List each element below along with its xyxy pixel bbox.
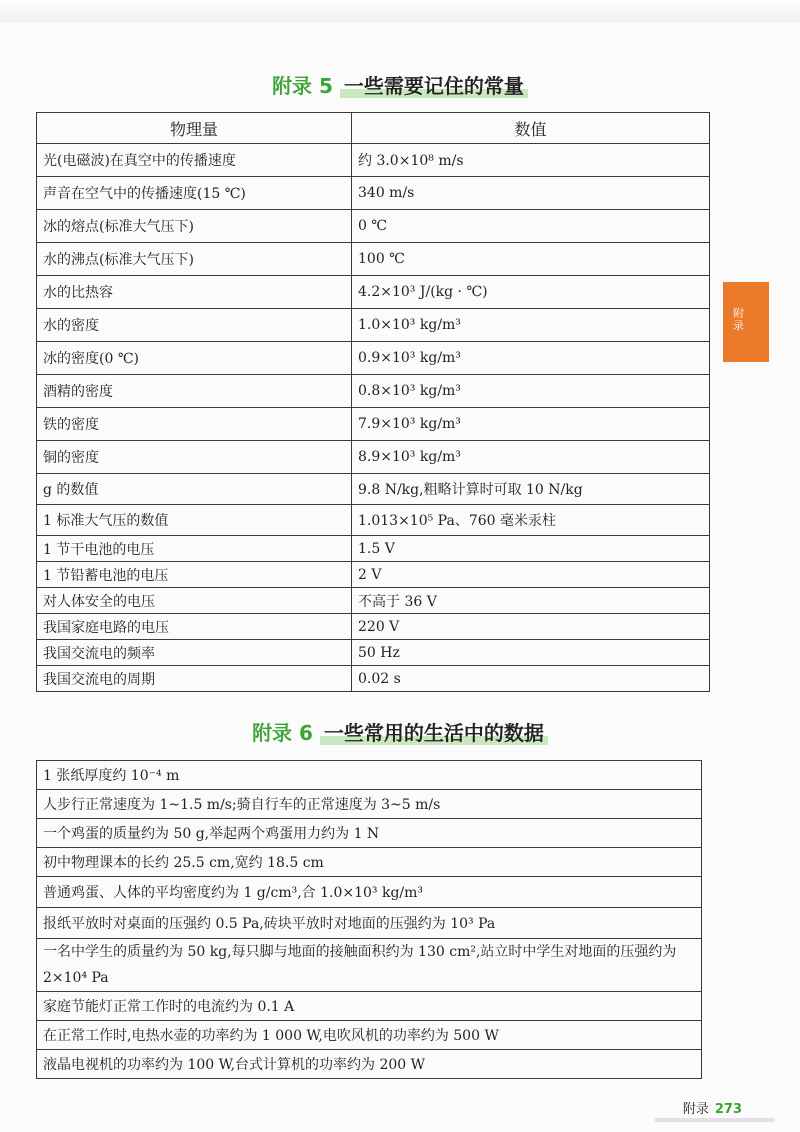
table-row — [37, 562, 710, 588]
table-row — [37, 908, 702, 939]
page-footer — [683, 1098, 742, 1117]
value-cell: 340 m/s — [352, 177, 710, 210]
table-row — [37, 210, 710, 243]
table-row — [37, 992, 702, 1021]
value-cell: 50 Hz — [352, 640, 710, 666]
data-cell: 普通鸡蛋、人体的平均密度约为 1 g/cm³,合 1.0×10³ kg/m³ — [37, 877, 702, 908]
table-row — [37, 474, 710, 505]
quantity-cell: 冰的熔点(标准大气压下) — [37, 210, 352, 243]
quantity-cell: 我国交流电的周期 — [37, 666, 352, 692]
data-cell: 液晶电视机的功率约为 100 W,台式计算机的功率约为 200 W — [37, 1050, 702, 1079]
quantity-cell: 铜的密度 — [37, 441, 352, 474]
data-cell: 报纸平放时对桌面的压强约 0.5 Pa,砖块平放时对地面的压强约为 10³ Pa — [37, 908, 702, 939]
constants-table — [36, 112, 710, 692]
quantity-cell: 声音在空气中的传播速度(15 ℃) — [37, 177, 352, 210]
table-row — [37, 790, 702, 819]
table-row — [37, 276, 710, 309]
table-row — [37, 309, 710, 342]
footer-label: 附录 — [682, 1102, 709, 1117]
value-cell: 100 ℃ — [352, 243, 710, 276]
quantity-cell: 1 节干电池的电压 — [37, 536, 352, 562]
value-cell: 2 V — [352, 562, 710, 588]
table-row — [37, 408, 710, 441]
quantity-cell: 光(电磁波)在真空中的传播速度 — [37, 144, 352, 177]
table-row — [37, 1021, 702, 1050]
value-cell: 8.9×10³ kg/m³ — [352, 441, 710, 474]
table-row — [37, 614, 710, 640]
appendix-side-tab — [723, 282, 769, 362]
table-row — [37, 939, 702, 992]
table-row — [37, 144, 710, 177]
table-row — [37, 588, 710, 614]
value-cell: 0 ℃ — [352, 210, 710, 243]
value-cell: 1.5 V — [352, 536, 710, 562]
quantity-cell: g 的数值 — [37, 474, 352, 505]
table-row — [37, 441, 710, 474]
data-cell: 一名中学生的质量约为 50 kg,每只脚与地面的接触面积约为 130 cm²,站立时中学生对地面的压强约为 2×10⁴ Pa — [37, 939, 702, 992]
footer-decor-bar — [655, 1118, 775, 1122]
table-row — [37, 848, 702, 877]
value-cell: 7.9×10³ kg/m³ — [352, 408, 710, 441]
appendix-5-title: 一些需要记住的常量 — [340, 74, 528, 98]
quantity-cell: 我国家庭电路的电压 — [37, 614, 352, 640]
quantity-cell: 水的密度 — [37, 309, 352, 342]
quantity-cell: 水的沸点(标准大气压下) — [37, 243, 352, 276]
header-quantity: 物理量 — [37, 113, 352, 144]
value-cell: 1.013×10⁵ Pa、760 毫米汞柱 — [352, 505, 710, 536]
data-cell: 一个鸡蛋的质量约为 50 g,举起两个鸡蛋用力约为 1 N — [37, 819, 702, 848]
quantity-cell: 我国交流电的频率 — [37, 640, 352, 666]
appendix-6-heading — [0, 717, 800, 746]
daily-data-table — [36, 760, 702, 1079]
value-cell: 0.8×10³ kg/m³ — [352, 375, 710, 408]
constants-table-header — [37, 113, 710, 144]
data-cell: 1 张纸厚度约 10⁻⁴ m — [37, 761, 702, 790]
table-row — [37, 1050, 702, 1079]
appendix-6-number: 附录 6 — [252, 721, 313, 745]
table-row — [37, 243, 710, 276]
value-cell: 约 3.0×10⁸ m/s — [352, 144, 710, 177]
value-cell: 不高于 36 V — [352, 588, 710, 614]
quantity-cell: 1 节铅蓄电池的电压 — [37, 562, 352, 588]
data-cell: 初中物理课本的长约 25.5 cm,宽约 18.5 cm — [37, 848, 702, 877]
quantity-cell: 酒精的密度 — [37, 375, 352, 408]
table-row — [37, 877, 702, 908]
table-row — [37, 177, 710, 210]
quantity-cell: 1 标准大气压的数值 — [37, 505, 352, 536]
table-row — [37, 375, 710, 408]
appendix-5-heading — [0, 70, 800, 99]
value-cell: 0.02 s — [352, 666, 710, 692]
table-row — [37, 342, 710, 375]
table-row — [37, 536, 710, 562]
value-cell: 1.0×10³ kg/m³ — [352, 309, 710, 342]
quantity-cell: 铁的密度 — [37, 408, 352, 441]
table-row — [37, 666, 710, 692]
quantity-cell: 水的比热容 — [37, 276, 352, 309]
table-row — [37, 640, 710, 666]
quantity-cell: 冰的密度(0 ℃) — [37, 342, 352, 375]
side-tab-label: 附录 — [733, 307, 744, 332]
table-row — [37, 761, 702, 790]
value-cell: 0.9×10³ kg/m³ — [352, 342, 710, 375]
value-cell: 220 V — [352, 614, 710, 640]
data-cell: 家庭节能灯正常工作时的电流约为 0.1 A — [37, 992, 702, 1021]
page-top-edge — [0, 0, 800, 22]
value-cell: 4.2×10³ J/(kg · ℃) — [352, 276, 710, 309]
appendix-6-title: 一些常用的生活中的数据 — [320, 721, 548, 745]
page-number: 273 — [714, 1102, 742, 1117]
value-cell: 9.8 N/kg,粗略计算时可取 10 N/kg — [352, 474, 710, 505]
appendix-5-number: 附录 5 — [272, 74, 333, 98]
header-value: 数值 — [352, 113, 710, 144]
table-row — [37, 819, 702, 848]
data-cell: 在正常工作时,电热水壶的功率约为 1 000 W,电吹风机的功率约为 500 W — [37, 1021, 702, 1050]
table-row — [37, 505, 710, 536]
quantity-cell: 对人体安全的电压 — [37, 588, 352, 614]
data-cell: 人步行正常速度为 1~1.5 m/s;骑自行车的正常速度为 3~5 m/s — [37, 790, 702, 819]
